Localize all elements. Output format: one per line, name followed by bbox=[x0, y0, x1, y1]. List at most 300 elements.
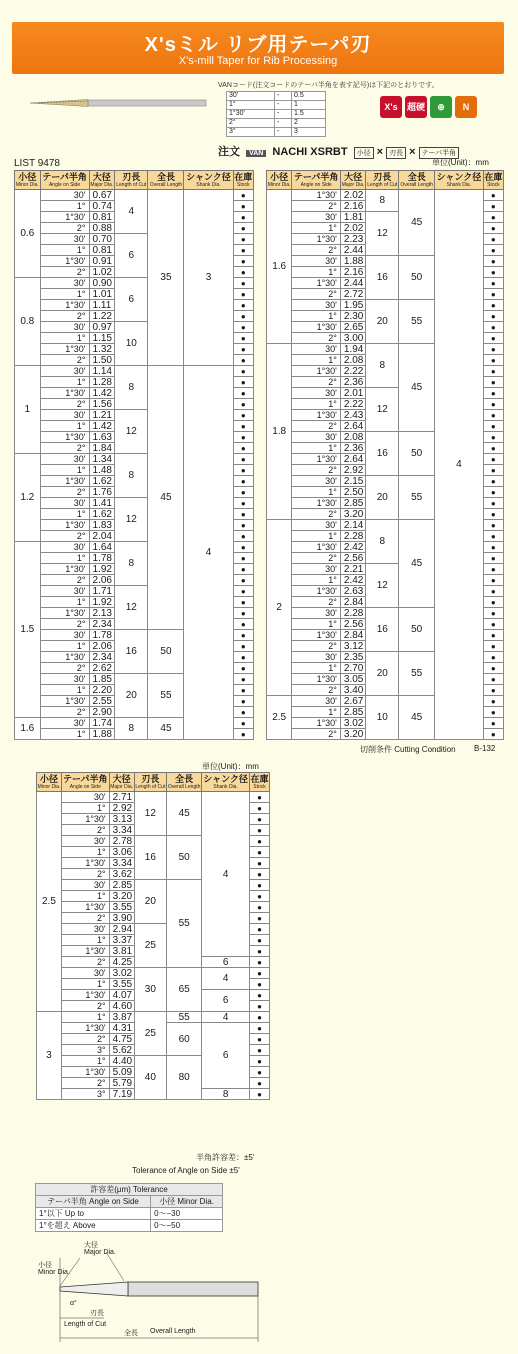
cell: 1°30' bbox=[40, 300, 89, 311]
cell: 5.62 bbox=[109, 1045, 134, 1056]
cell: 55 bbox=[167, 1012, 202, 1023]
cell: ● bbox=[233, 245, 253, 256]
cell: 16 bbox=[134, 836, 167, 880]
diag-oal-en: Overall Length bbox=[150, 1328, 196, 1335]
cell: 2° bbox=[292, 553, 341, 564]
cell: 2.84 bbox=[340, 597, 365, 608]
cell: ● bbox=[233, 696, 253, 707]
cell: ● bbox=[250, 1056, 270, 1067]
tol-h2: 小径 bbox=[159, 1197, 176, 1206]
cell: 8 bbox=[202, 1089, 250, 1100]
cell: 1° bbox=[227, 101, 275, 110]
cell: - bbox=[275, 119, 292, 128]
cell: 30' bbox=[292, 256, 341, 267]
cell: 3.90 bbox=[109, 913, 134, 924]
cell: 4.60 bbox=[109, 1001, 134, 1012]
cell: 6 bbox=[115, 278, 148, 322]
cell: 3.34 bbox=[109, 825, 134, 836]
cell: ● bbox=[483, 520, 503, 531]
cell: ● bbox=[483, 234, 503, 245]
cell: 3.37 bbox=[109, 935, 134, 946]
cell: 3.12 bbox=[340, 641, 365, 652]
col-header-major: 大径 Major Dia. bbox=[90, 172, 114, 188]
cell: 0.8 bbox=[15, 278, 41, 366]
cell: 1.41 bbox=[89, 498, 115, 509]
cell: ● bbox=[233, 707, 253, 718]
cell: 16 bbox=[366, 608, 399, 652]
table-row bbox=[15, 366, 254, 377]
cell: 4 bbox=[435, 190, 484, 740]
cell: 2.36 bbox=[340, 377, 365, 388]
cell: 1° bbox=[40, 201, 89, 212]
cell: 2° bbox=[40, 355, 89, 366]
cell: 2° bbox=[40, 267, 89, 278]
cell: ● bbox=[483, 586, 503, 597]
cell: ● bbox=[483, 190, 503, 201]
cell: 2.71 bbox=[109, 792, 134, 803]
cell: 8 bbox=[366, 344, 399, 388]
cell: 3.55 bbox=[109, 902, 134, 913]
cell: 1° bbox=[40, 377, 89, 388]
tolerance-side-en: Tolerance of Angle on Side ±5' bbox=[132, 1166, 240, 1175]
van-note: VANコード(注文コードのテーパ半角を表す記号)は下記のとおりです。 bbox=[218, 82, 439, 89]
cell: 2.06 bbox=[89, 641, 115, 652]
cell: ● bbox=[483, 531, 503, 542]
cell: 1.6 bbox=[267, 190, 292, 344]
cell: 2° bbox=[40, 531, 89, 542]
cell: 0.97 bbox=[89, 322, 115, 333]
angle-code-table bbox=[226, 91, 326, 137]
angle-code-row bbox=[227, 101, 326, 110]
cell: ● bbox=[233, 652, 253, 663]
cell: ● bbox=[233, 267, 253, 278]
diag-oal: 全長 bbox=[124, 1330, 138, 1337]
cell: 1° bbox=[40, 685, 89, 696]
cell: ● bbox=[483, 399, 503, 410]
cell: 2° bbox=[292, 377, 341, 388]
cell: ● bbox=[250, 1089, 270, 1100]
tol-r2a: 1°を超え Above bbox=[36, 1220, 151, 1232]
diag-alpha: α° bbox=[70, 1300, 77, 1307]
cell: 1.34 bbox=[89, 454, 115, 465]
cell: ● bbox=[233, 531, 253, 542]
title-banner bbox=[12, 22, 504, 74]
cell: ● bbox=[483, 289, 503, 300]
cell: 1.21 bbox=[89, 410, 115, 421]
cell: 2 bbox=[267, 520, 292, 696]
cell: 2° bbox=[40, 399, 89, 410]
cell: 1.50 bbox=[89, 355, 115, 366]
cell: 2.64 bbox=[340, 421, 365, 432]
cell: 1° bbox=[292, 399, 341, 410]
cell: 2° bbox=[292, 729, 341, 740]
cell: 5.09 bbox=[109, 1067, 134, 1078]
cell: 8 bbox=[115, 366, 148, 410]
cell: 2.85 bbox=[340, 498, 365, 509]
angle-code-row bbox=[227, 110, 326, 119]
cell: 1°30' bbox=[292, 454, 341, 465]
col-header-minor: 小径 Minor Dia. bbox=[267, 172, 291, 188]
cell: ● bbox=[483, 465, 503, 476]
cell: 2° bbox=[61, 825, 109, 836]
angle-code-row bbox=[227, 128, 326, 137]
cell: ● bbox=[250, 880, 270, 891]
cell: ● bbox=[483, 322, 503, 333]
cell: 1.62 bbox=[89, 509, 115, 520]
cell: 2.84 bbox=[340, 630, 365, 641]
cell: 30' bbox=[292, 652, 341, 663]
cell: 3.81 bbox=[109, 946, 134, 957]
cell: ● bbox=[233, 476, 253, 487]
cell: 30' bbox=[292, 300, 341, 311]
cell: 1°30' bbox=[40, 520, 89, 531]
cell: ● bbox=[233, 487, 253, 498]
cell: 4.25 bbox=[109, 957, 134, 968]
cell: 4 bbox=[202, 1012, 250, 1023]
cell: 45 bbox=[399, 696, 435, 740]
spec-table-bottom bbox=[36, 772, 270, 1100]
cell: 1.63 bbox=[89, 432, 115, 443]
cell: ● bbox=[250, 858, 270, 869]
cell: ● bbox=[483, 729, 503, 740]
list-number: LIST 9478 bbox=[14, 158, 60, 169]
cell: 1.84 bbox=[89, 443, 115, 454]
cell: 8 bbox=[366, 190, 399, 212]
order-code bbox=[218, 143, 462, 159]
cell: - bbox=[275, 101, 292, 110]
cell: ● bbox=[233, 509, 253, 520]
tol-header-angle bbox=[36, 1196, 151, 1208]
cell: ● bbox=[233, 399, 253, 410]
cell: 0.70 bbox=[89, 234, 115, 245]
diag-major: 大径 bbox=[84, 1242, 98, 1249]
cell: ● bbox=[483, 300, 503, 311]
cell: ● bbox=[250, 979, 270, 990]
cell: 2.22 bbox=[340, 399, 365, 410]
cell: ● bbox=[233, 685, 253, 696]
cell: 3.02 bbox=[109, 968, 134, 979]
cell: ● bbox=[233, 300, 253, 311]
cell: 4 bbox=[115, 190, 148, 234]
cell: ● bbox=[483, 718, 503, 729]
col-header-shank: シャンク径 Shank Dia. bbox=[436, 172, 482, 188]
cell: ● bbox=[483, 696, 503, 707]
cell: 30' bbox=[40, 454, 89, 465]
cell: ● bbox=[250, 869, 270, 880]
cell: 1° bbox=[40, 509, 89, 520]
cell: 8 bbox=[115, 542, 148, 586]
field-minor: 小径 bbox=[354, 147, 374, 159]
cell: 2.28 bbox=[340, 608, 365, 619]
cell: 3 bbox=[37, 1012, 62, 1100]
cell: 4.75 bbox=[109, 1034, 134, 1045]
cell: 1° bbox=[40, 289, 89, 300]
cell: 1°30' bbox=[40, 696, 89, 707]
cell: 1° bbox=[292, 311, 341, 322]
cell: 30' bbox=[292, 388, 341, 399]
tolerance-side: 半角許容差：±5' bbox=[196, 1153, 255, 1162]
cell: 4 bbox=[184, 366, 233, 740]
cell: ● bbox=[233, 256, 253, 267]
cell: 2° bbox=[292, 685, 341, 696]
cell: 3.20 bbox=[340, 509, 365, 520]
cell: 1.78 bbox=[89, 553, 115, 564]
cell: ● bbox=[483, 641, 503, 652]
cell: 4 bbox=[202, 792, 250, 957]
cell: ● bbox=[233, 454, 253, 465]
cell: 1°30' bbox=[40, 344, 89, 355]
cell: 1° bbox=[292, 575, 341, 586]
cell: ● bbox=[483, 344, 503, 355]
cell: ● bbox=[250, 968, 270, 979]
cell: 2.56 bbox=[340, 619, 365, 630]
cell: 1.76 bbox=[89, 487, 115, 498]
table-row bbox=[37, 968, 270, 979]
cell: ● bbox=[233, 432, 253, 443]
cell: 2.08 bbox=[340, 432, 365, 443]
cell: ● bbox=[483, 674, 503, 685]
cell: 2° bbox=[292, 201, 341, 212]
cell: 2° bbox=[61, 1034, 109, 1045]
cell: 2° bbox=[40, 619, 89, 630]
cell: 1° bbox=[61, 1056, 109, 1067]
cell: ● bbox=[483, 366, 503, 377]
cell: 45 bbox=[399, 520, 435, 608]
cell: ● bbox=[483, 498, 503, 509]
cell: 4.31 bbox=[109, 1023, 134, 1034]
cell: ● bbox=[483, 223, 503, 234]
cell: ● bbox=[250, 792, 270, 803]
cell: 0.5 bbox=[291, 92, 325, 101]
cell: 2.08 bbox=[340, 355, 365, 366]
table-row bbox=[37, 792, 270, 803]
cell: 2.22 bbox=[340, 366, 365, 377]
cell: ● bbox=[250, 1078, 270, 1089]
cell: 1°30' bbox=[40, 212, 89, 223]
cell: 1° bbox=[292, 267, 341, 278]
col-header-loc: 刃長 Length of Cut bbox=[367, 172, 398, 188]
cell: ● bbox=[233, 465, 253, 476]
col-header-oal: 全長 Overall Length bbox=[167, 774, 201, 790]
cell: ● bbox=[250, 913, 270, 924]
spec-badge: X's bbox=[380, 96, 402, 118]
cell: 2.16 bbox=[340, 201, 365, 212]
cell: ● bbox=[483, 542, 503, 553]
diag-minor-en: Minor Dia. bbox=[38, 1269, 70, 1276]
cell: 16 bbox=[366, 432, 399, 476]
cell: 8 bbox=[115, 454, 148, 498]
cell: 2° bbox=[40, 663, 89, 674]
cell: 35 bbox=[148, 190, 184, 366]
cell: 1°30' bbox=[61, 1023, 109, 1034]
cell: 2.5 bbox=[267, 696, 292, 740]
cell: ● bbox=[233, 553, 253, 564]
cell: 1° bbox=[61, 1012, 109, 1023]
cell: ● bbox=[250, 1001, 270, 1012]
cell: 30' bbox=[40, 718, 89, 729]
cell: 30' bbox=[61, 968, 109, 979]
cell: 20 bbox=[366, 300, 399, 344]
cell: ● bbox=[233, 410, 253, 421]
cell: 30' bbox=[227, 92, 275, 101]
cell: 16 bbox=[366, 256, 399, 300]
cell: ● bbox=[250, 803, 270, 814]
cell: 1° bbox=[292, 531, 341, 542]
cell: ● bbox=[233, 674, 253, 685]
cell: 2° bbox=[292, 509, 341, 520]
order-label: 注文 bbox=[218, 146, 240, 158]
tol-r1b: 0〜−30 bbox=[151, 1208, 223, 1220]
col-header-oal: 全長 Overall Length bbox=[149, 172, 183, 188]
tol-h1: テーパ半角 bbox=[47, 1197, 87, 1206]
cell: 65 bbox=[167, 968, 202, 1012]
cell: 2.36 bbox=[340, 443, 365, 454]
cell: 1°30' bbox=[40, 564, 89, 575]
tol-h2-en: Minor Dia. bbox=[177, 1197, 214, 1206]
cell: 1.8 bbox=[267, 344, 292, 520]
diag-major-en: Major Dia. bbox=[84, 1249, 116, 1256]
angle-code-row bbox=[227, 119, 326, 128]
table-row bbox=[267, 190, 504, 201]
cell: 1°30' bbox=[40, 608, 89, 619]
cell: 8 bbox=[366, 520, 399, 564]
tolerance-title: 許容差(μm) Tolerance bbox=[36, 1184, 223, 1196]
cell: ● bbox=[250, 1012, 270, 1023]
cell: 3.05 bbox=[340, 674, 365, 685]
cell: 1°30' bbox=[61, 902, 109, 913]
diag-minor: 小径 bbox=[38, 1262, 52, 1269]
cell: 2.30 bbox=[340, 311, 365, 322]
cell: ● bbox=[233, 333, 253, 344]
cell: 2.35 bbox=[340, 652, 365, 663]
cell: 30' bbox=[40, 674, 89, 685]
cell: 2° bbox=[292, 421, 341, 432]
cell: 10 bbox=[115, 322, 148, 366]
unit-label: 単位(Unit)：mm bbox=[432, 158, 489, 167]
cell: 40 bbox=[134, 1056, 167, 1100]
cell: 4.40 bbox=[109, 1056, 134, 1067]
cell: 3.06 bbox=[109, 847, 134, 858]
cell: 3.00 bbox=[340, 333, 365, 344]
cell: 2.50 bbox=[340, 487, 365, 498]
cell: 1.74 bbox=[89, 718, 115, 729]
cell: 1° bbox=[40, 729, 89, 740]
cell: 4.07 bbox=[109, 990, 134, 1001]
cell: 3.20 bbox=[340, 729, 365, 740]
cell: ● bbox=[233, 564, 253, 575]
cell: 0.91 bbox=[89, 256, 115, 267]
cell: ● bbox=[233, 311, 253, 322]
cell: 45 bbox=[399, 344, 435, 432]
spec-badge: ⊕ bbox=[430, 96, 452, 118]
cell: ● bbox=[233, 586, 253, 597]
cell: ● bbox=[250, 902, 270, 913]
cell: 2.70 bbox=[340, 663, 365, 674]
cell: 2.92 bbox=[109, 803, 134, 814]
cell: 1.56 bbox=[89, 399, 115, 410]
cell: 30' bbox=[40, 410, 89, 421]
cell: 12 bbox=[366, 212, 399, 256]
cell: 20 bbox=[366, 652, 399, 696]
cell: 2.34 bbox=[89, 619, 115, 630]
cell: 0.90 bbox=[89, 278, 115, 289]
cell: 20 bbox=[115, 674, 148, 718]
cell: - bbox=[275, 128, 292, 137]
col-header-loc: 刃長 Length of Cut bbox=[135, 774, 166, 790]
cell: ● bbox=[233, 289, 253, 300]
cell: 60 bbox=[167, 1023, 202, 1056]
cell: 30' bbox=[40, 234, 89, 245]
col-header-angle: テーパ半角 Angle on Side bbox=[40, 171, 89, 190]
cell: 1° bbox=[61, 891, 109, 902]
table-row bbox=[37, 1012, 270, 1023]
cell: 1°30' bbox=[292, 630, 341, 641]
cell: 2.23 bbox=[340, 234, 365, 245]
cell: 1° bbox=[61, 979, 109, 990]
cell: ● bbox=[483, 212, 503, 223]
cell: 1.11 bbox=[89, 300, 115, 311]
cell: 1° bbox=[61, 803, 109, 814]
cell: 2° bbox=[40, 311, 89, 322]
cell: 1°30' bbox=[61, 858, 109, 869]
table-row bbox=[15, 190, 254, 201]
cell: ● bbox=[483, 388, 503, 399]
cell: ● bbox=[250, 924, 270, 935]
spec-table-right bbox=[266, 170, 504, 740]
cell: ● bbox=[233, 498, 253, 509]
cell: ● bbox=[483, 355, 503, 366]
cell: ● bbox=[250, 891, 270, 902]
cell: 0.74 bbox=[89, 201, 115, 212]
cell: 1° bbox=[40, 333, 89, 344]
cell: 2.02 bbox=[340, 223, 365, 234]
cutting-condition: 切削条件 Cutting Condition bbox=[360, 745, 456, 754]
tol-r1a: 1°以下 Up to bbox=[36, 1208, 151, 1220]
cell: 2.14 bbox=[340, 520, 365, 531]
cell: 4 bbox=[202, 968, 250, 990]
cell: 6 bbox=[202, 957, 250, 968]
cell: ● bbox=[250, 1067, 270, 1078]
cell: 3.02 bbox=[340, 718, 365, 729]
cell: 2.21 bbox=[340, 564, 365, 575]
cell: 12 bbox=[115, 586, 148, 630]
spec-table-left bbox=[14, 170, 254, 740]
col-header-angle: テーパ半角 Angle on Side bbox=[63, 774, 108, 790]
cell: 1° bbox=[40, 421, 89, 432]
cell: 30' bbox=[61, 836, 109, 847]
cell: 1.64 bbox=[89, 542, 115, 553]
cell: 20 bbox=[134, 880, 167, 924]
cell: 2.63 bbox=[340, 586, 365, 597]
cell: ● bbox=[250, 1023, 270, 1034]
unit-label-2: 単位(Unit)：mm bbox=[202, 762, 259, 771]
cell: ● bbox=[483, 377, 503, 388]
cell: - bbox=[275, 92, 292, 101]
diag-loc-en: Length of Cut bbox=[64, 1321, 107, 1328]
cell: 1°30' bbox=[292, 366, 341, 377]
cell: 1°30' bbox=[292, 674, 341, 685]
cell: 1° bbox=[292, 619, 341, 630]
cell: 0.88 bbox=[89, 223, 115, 234]
cell: 2.42 bbox=[340, 542, 365, 553]
col-header-stock: 在庫 Stock bbox=[234, 172, 253, 188]
cell: 1°30' bbox=[40, 476, 89, 487]
cell: 1°30' bbox=[292, 410, 341, 421]
cell: 30' bbox=[40, 586, 89, 597]
cell: ● bbox=[483, 245, 503, 256]
cell: 0.81 bbox=[89, 212, 115, 223]
cell: 2° bbox=[40, 575, 89, 586]
